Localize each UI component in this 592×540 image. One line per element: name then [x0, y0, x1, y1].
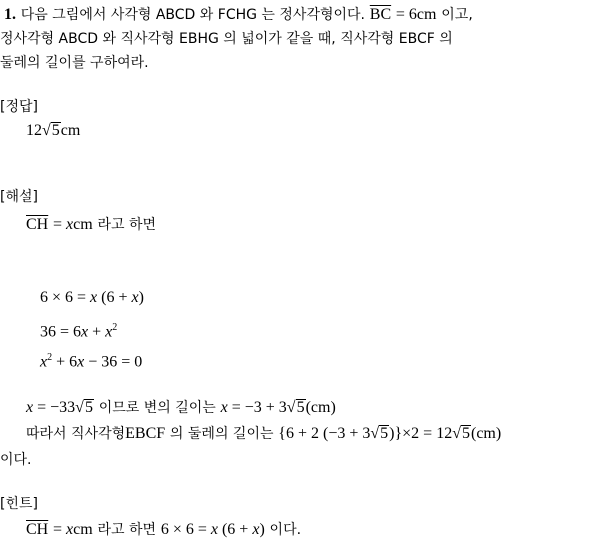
- problem-text-1-tail: 이고,: [441, 7, 473, 23]
- problem-text-1: 다음 그림에서 사각형 ABCD 와 FCHG 는 정사각형이다.: [20, 7, 365, 23]
- problem-line-2: 정사각형 ABCD 와 직사각형 EBHG 의 넓이가 같을 때, 직사각형 EBCF 의: [0, 31, 453, 47]
- answer-coef: 12: [26, 122, 42, 139]
- problem-number: 1.: [4, 6, 16, 23]
- answer-value: [26, 121, 80, 141]
- intro-var: x: [66, 216, 74, 233]
- solution-intro: [26, 214, 156, 235]
- solution-conclusion: 따라서 직사각형EBCF 의 둘레의 길이는 {6 + 2 (−3 + 3√5)}×2 = 12√5(cm): [26, 425, 502, 442]
- solution-label: [해설]: [0, 189, 38, 205]
- solution-result: x = −33√5 이므로 변의 길이는 x = −3 + 3√5(cm): [26, 399, 336, 416]
- sqrt-icon: √: [42, 122, 51, 139]
- sqrt-icon: √: [370, 425, 380, 442]
- answer-label: [정답]: [0, 99, 38, 115]
- hint-label: [힌트]: [0, 496, 38, 512]
- equation-3: $x^2 + 6x - 36 = 0$: [40, 352, 143, 371]
- problem-line-3: 둘레의 길이를 구하여라.: [0, 55, 149, 71]
- segment-ch: $\overline{CH}$: [26, 521, 49, 538]
- sqrt-icon: √: [286, 399, 296, 416]
- intro-unit: cm: [73, 216, 93, 233]
- sqrt-icon: √: [452, 425, 461, 442]
- problem-line-1: [4, 4, 473, 25]
- segment-ch: $\overline{CH}$: [26, 216, 49, 233]
- segment-bc: $\overline{BC}$: [369, 6, 392, 23]
- bc-length: = 6cm: [395, 6, 437, 23]
- hint-text: $\overline{CH}$ = xcm 라고 하면 6 × 6 = x (6 + x) 이다.: [26, 521, 302, 538]
- answer-unit: cm: [60, 122, 81, 139]
- equation-2: $36 = 6x + x^2$: [40, 322, 118, 341]
- intro-eq: =: [53, 216, 67, 233]
- intro-text: 라고 하면: [97, 217, 157, 233]
- conclusion-end: 이다.: [0, 452, 32, 468]
- answer-radicand: 5: [51, 122, 60, 139]
- sqrt-icon: √: [75, 399, 84, 416]
- equation-1: 6 × 6 = x (6 + x): [40, 289, 144, 306]
